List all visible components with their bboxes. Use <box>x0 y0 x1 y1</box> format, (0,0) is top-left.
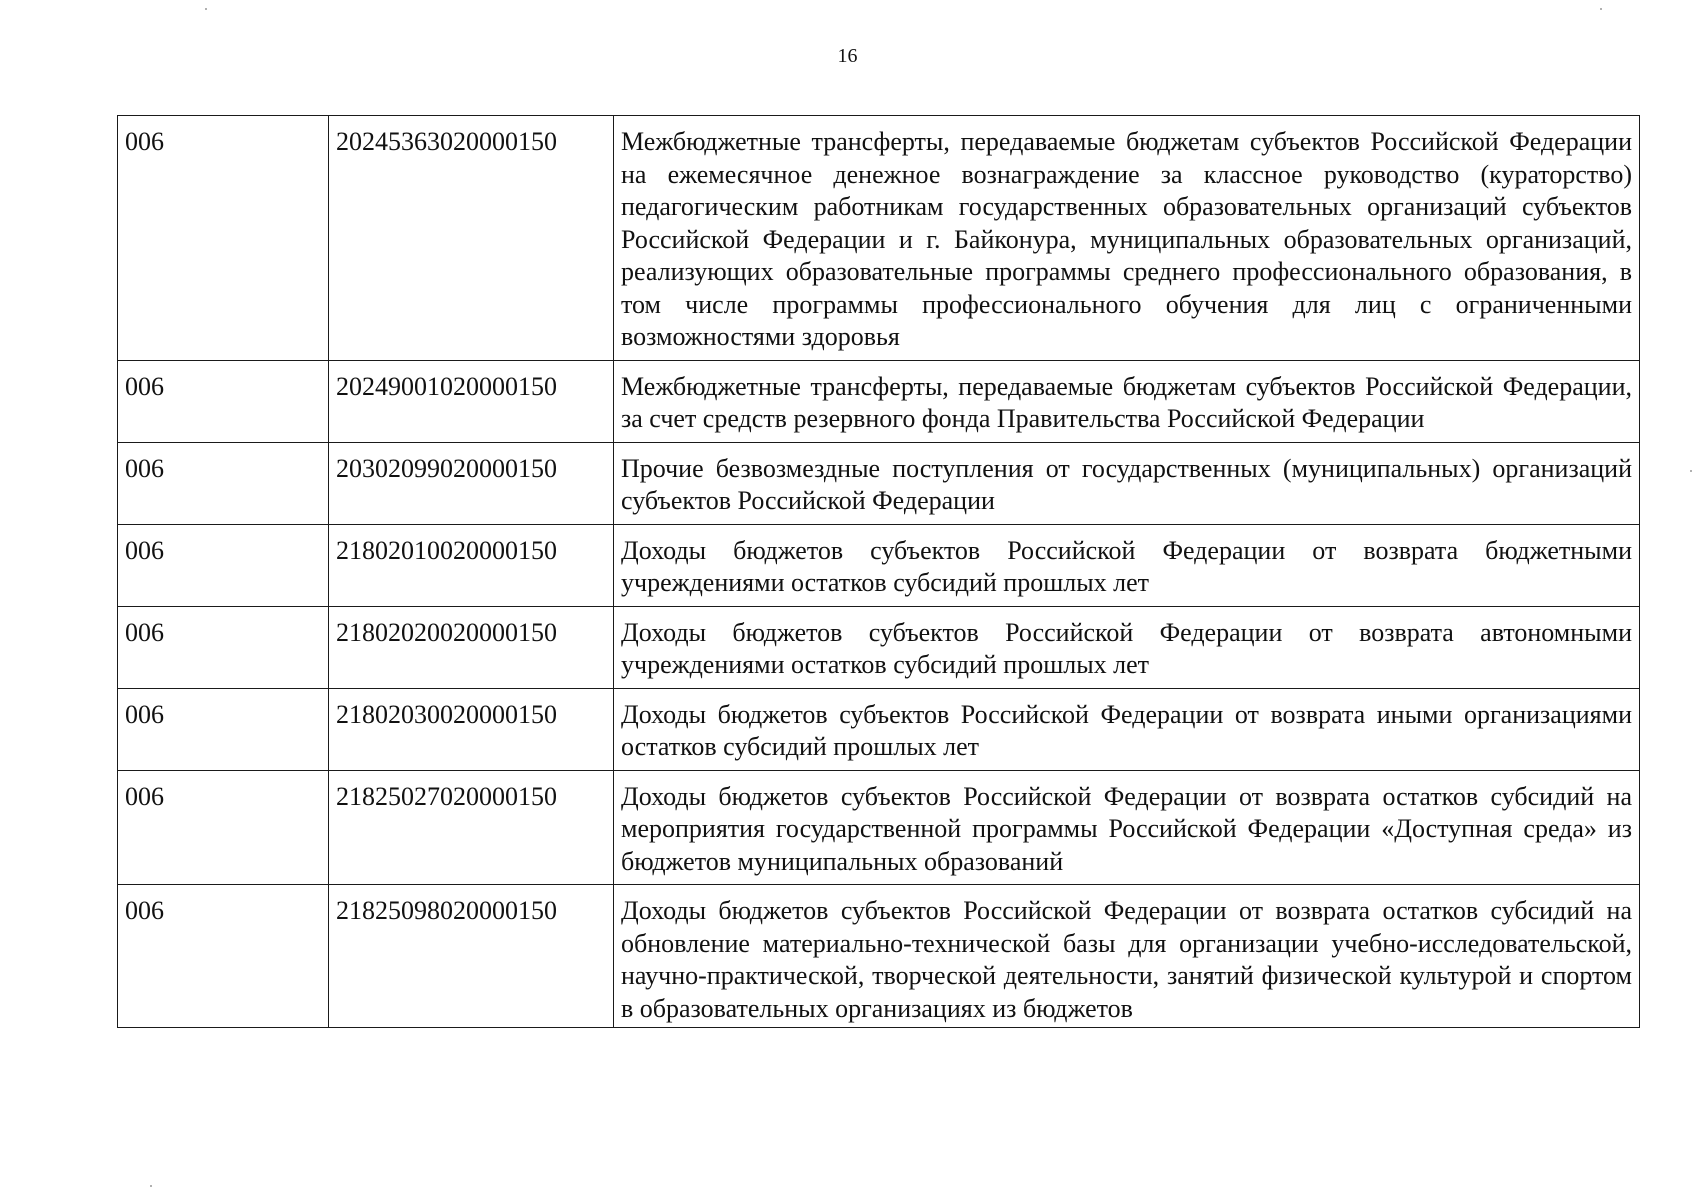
scan-speck <box>1690 470 1692 472</box>
admin-code-cell: 006 <box>118 442 329 524</box>
table-row <box>118 770 1640 885</box>
budget-code-cell: 21802010020000150 <box>329 524 614 606</box>
admin-code-cell: 006 <box>118 524 329 606</box>
budget-code-cell: 20249001020000150 <box>329 360 614 442</box>
scan-speck <box>205 8 207 10</box>
description-cell: Доходы бюджетов субъектов Российской Федерации от возврата остатков субсидий на мероприятия государственной программы Российской Федерации «Доступная среда» из бюджетов муниципальных образований <box>614 770 1640 885</box>
budget-classification-table <box>117 115 1640 1028</box>
description-cell: Межбюджетные трансферты, передаваемые бюджетам субъектов Российской Федерации, за счет средств резервного фонда Правительства Российской Федерации <box>614 360 1640 442</box>
page-number: 16 <box>837 45 858 67</box>
description-cell: Доходы бюджетов субъектов Российской Федерации от возврата остатков субсидий на обновление материально-технической базы для организации учебно-исследовательской, научно-практической, творческой деятельности, занятий физической культурой и спортом в образовательных организациях из бюджетов <box>614 885 1640 1028</box>
table-row <box>118 885 1640 1028</box>
budget-code-cell: 20245363020000150 <box>329 116 614 361</box>
table-row <box>118 606 1640 688</box>
budget-code-cell: 21802030020000150 <box>329 688 614 770</box>
table-row <box>118 442 1640 524</box>
budget-code-cell: 21802020020000150 <box>329 606 614 688</box>
admin-code-cell: 006 <box>118 770 329 885</box>
scan-speck <box>1600 8 1602 10</box>
scan-speck <box>150 1185 152 1187</box>
table-row <box>118 688 1640 770</box>
admin-code-cell: 006 <box>118 360 329 442</box>
description-cell: Доходы бюджетов субъектов Российской Федерации от возврата автономными учреждениями остатков субсидий прошлых лет <box>614 606 1640 688</box>
admin-code-cell: 006 <box>118 116 329 361</box>
budget-code-cell: 20302099020000150 <box>329 442 614 524</box>
admin-code-cell: 006 <box>118 688 329 770</box>
table-row <box>118 360 1640 442</box>
budget-code-cell: 21825027020000150 <box>329 770 614 885</box>
description-cell: Доходы бюджетов субъектов Российской Федерации от возврата бюджетными учреждениями остатков субсидий прошлых лет <box>614 524 1640 606</box>
admin-code-cell: 006 <box>118 885 329 1028</box>
table-row <box>118 524 1640 606</box>
description-cell: Прочие безвозмездные поступления от государственных (муниципальных) организаций субъектов Российской Федерации <box>614 442 1640 524</box>
table-row <box>118 116 1640 361</box>
description-cell: Межбюджетные трансферты, передаваемые бюджетам субъектов Российской Федерации на ежемесячное денежное вознаграждение за классное руководство (кураторство) педагогическим работникам государственных образовательных организаций субъектов Российской Федерации и г. Байконура, муниципальных образовательных организаций, реализующих образовательные программы среднего профессионального образования, в том числе программы профессионального обучения для лиц с ограниченными возможностями здоровья <box>614 116 1640 361</box>
admin-code-cell: 006 <box>118 606 329 688</box>
budget-code-cell: 21825098020000150 <box>329 885 614 1028</box>
description-cell: Доходы бюджетов субъектов Российской Федерации от возврата иными организациями остатков субсидий прошлых лет <box>614 688 1640 770</box>
